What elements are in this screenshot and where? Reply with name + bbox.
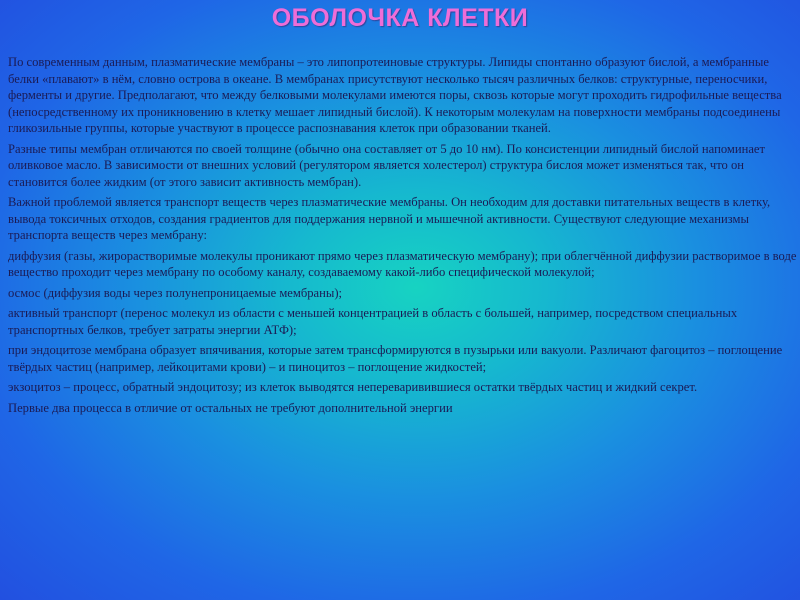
slide-body: [8, 54, 798, 420]
paragraph-diffusion: диффузия (газы, жирорастворимые молекулы проникают прямо через плазматическую мембрану); при облегчённой диффузии растворимое в воде вещество проходит через мембрану по особому каналу, создаваемому какой-либо специфической молекулой;: [8, 248, 797, 279]
paragraph-transport-intro: Важной проблемой является транспорт веществ через плазматические мембраны. Он необходим для доставки питательных веществ в клетку, вывода токсичных отходов, создания градиентов для поддержания нервной и мышечной активности. Существуют следующие механизмы транспорта веществ через мембрану:: [8, 195, 771, 242]
paragraph-osmosis: осмос (диффузия воды через полунепроницаемые мембраны);: [8, 285, 343, 300]
paragraph-endocytosis: при эндоцитозе мембрана образует впячивания, которые затем трансформируются в пузырьки или вакуоли. Различают фагоцитоз – поглощение твёрдых частиц (например, лейкоцитами крови) – и пиноцитоз – поглощение жидкостей;: [8, 343, 783, 374]
slide-title: ОБОЛОЧКА КЛЕТКИ: [271, 4, 529, 32]
paragraph-membrane-thickness: Разные типы мембран отличаются по своей толщине (обычно она составляет от 5 до 10 нм). По консистенции липидный бислой напоминает оливковое масло. В зависимости от внешних условий (регулятором является холестерол) структура бислоя может изменяться так, что он становится более жидким (от этого зависит активность мембран).: [8, 141, 766, 189]
paragraph-exocytosis: экзоцитоз – процесс, обратный эндоцитозу; из клеток выводятся непереваривившиеся остатки твёрдых частиц и жидкий секрет.: [8, 380, 698, 394]
paragraph-membrane-structure: По современным данным, плазматические мембраны – это липопротеиновые структуры. Липиды спонтанно образуют бислой, а мембранные белки «плавают» в нём, словно острова в океане. В мембранах присутствуют несколько тысяч различных белков: структурные, переносчики, ферменты и другие. Предполагают, что между белковыми молекулами имеются поры, сквозь которые могут проходить гидрофильные вещества (непосредственному их проникновению в клетку мешает липидный бислой). К некоторым молекулам на поверхности мембраны подсоединены гликозильные группы, которые участвуют в процессе распознавания клеток при образовании тканей.: [8, 55, 782, 135]
paragraph-energy-note: Первые два процесса в отличие от остальных не требуют дополнительной энергии: [8, 400, 453, 415]
paragraph-active-transport: активный транспорт (перенос молекул из области с меньшей концентрацией в область с большей, например, посредством специальных транспортных белков, требует затраты энергии АТФ);: [8, 306, 738, 337]
